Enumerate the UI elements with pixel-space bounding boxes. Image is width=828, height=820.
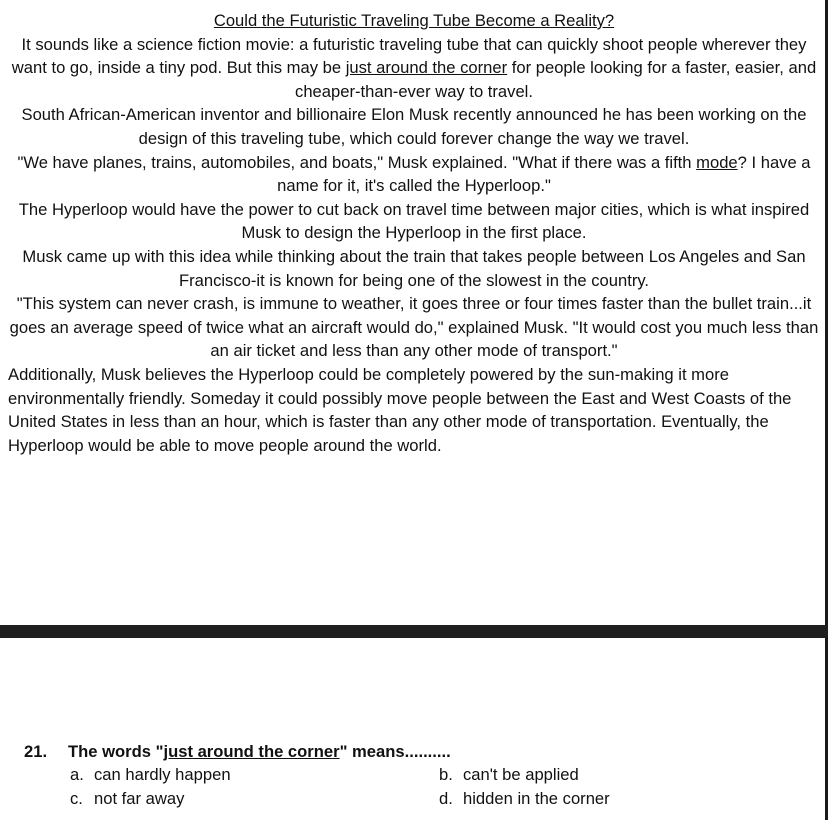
question-number: 21.	[24, 742, 48, 761]
option-b-letter: b.	[439, 765, 453, 785]
underlined-word-mode: mode	[696, 152, 738, 172]
option-c-letter: c.	[70, 789, 83, 809]
reading-passage	[8, 9, 820, 457]
option-d[interactable]	[439, 787, 610, 810]
passage-title: Could the Futuristic Traveling Tube Become a Reality?	[213, 11, 615, 30]
question-text-start: The words "	[68, 742, 164, 761]
question-underlined-phrase: just around the corner	[163, 742, 340, 761]
question-text-end: " means..........	[339, 742, 451, 761]
paragraph-3-text-end: ? I have a name for it, it's called the Hyperloop."	[277, 152, 811, 196]
option-d-text: hidden in the corner	[463, 789, 610, 809]
paragraph-3-text-start: "We have planes, trains, automobiles, and boats," Musk explained. "What if there was a fifth	[17, 152, 697, 172]
option-b-text: can't be applied	[463, 765, 579, 785]
option-d-letter: d.	[439, 789, 453, 809]
option-c-text: not far away	[94, 789, 185, 809]
option-a-letter: a.	[70, 765, 84, 785]
paragraph-1-text-end: for people looking for a faster, easier, and cheaper-than-ever way to travel.	[295, 58, 817, 101]
paragraph-4: The Hyperloop would have the power to cut back on travel time between major cities, which is what inspired Musk to design the Hyperloop in the first place.	[18, 199, 810, 243]
paragraph-5: Musk came up with this idea while thinking about the train that takes people between Los Angeles and San Francisco-it is known for being one of the slowest in the country.	[22, 246, 806, 290]
question-prompt	[24, 740, 804, 763]
paragraph-2: South African-American inventor and billionaire Elon Musk recently announced he has been working on the design of this traveling tube, which could forever change the way we travel.	[21, 105, 807, 148]
option-a[interactable]	[70, 763, 231, 786]
question-21	[24, 740, 804, 811]
paragraph-3	[8, 151, 820, 198]
paragraph-1-text-start: It sounds like a science fiction movie: a futuristic traveling tube that can quickly shoot people wherever they want to go, inside a tiny pod. But this may be	[11, 34, 807, 78]
paragraph-7: Additionally, Musk believes the Hyperloop could be completely powered by the sun-making it more environmentally friendly. Someday it could possibly move people between the East and West Coasts of the United States in less than an hour, which is faster than any other mode of transportation. Eventually, the Hyperloop would be able to move people around the world.	[8, 364, 792, 455]
underlined-phrase: just around the corner	[345, 58, 508, 78]
option-a-text: can hardly happen	[94, 765, 231, 785]
answer-options	[24, 763, 804, 811]
option-b[interactable]	[439, 763, 579, 786]
paragraph-6: "This system can never crash, is immune to weather, it goes three or four times faster than the bullet train...it goes an average speed of twice what an aircraft would do," explained Musk. "It would cost you much less than an air ticket and less than any other mode of transport."	[9, 294, 819, 361]
page-divider	[0, 625, 828, 638]
option-c[interactable]	[70, 787, 184, 810]
paragraph-1	[8, 33, 820, 104]
